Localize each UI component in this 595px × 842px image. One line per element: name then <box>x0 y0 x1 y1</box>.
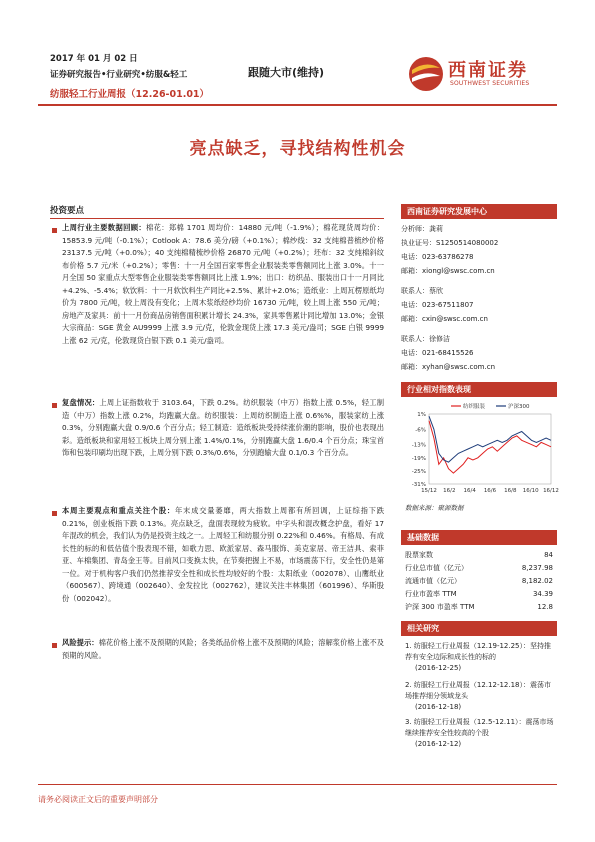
paragraph-body: 棉花：郑棉 1701 周均价：14880 元/吨（-1.9%）；棉花现货周均价：15853.9 元/吨（-0.1%）；Cotlook A：78.6 美分/磅（+0.1%）；棉纱线：32 支纯棉普梳纱价格 23137.5 元/吨（+0.0%）；40 支纯棉精梳纱价格 26870 元/吨（+0.2%）；坯布：32 支纯棉斜纹布价格 5.7 元/米（+0.2%）；零售：十一月全国百家零售企业服装类零售额同比上涨 3.0%。十一月全国 50 家重点大型零售企业服装类零售额同比上涨 1.9%；出口：纺织品、服装出口十一月同比+4.2%、-5.4%；软饮料：十一月软饮料生产同比+2.5%、累计+2.0%；造纸业：上周瓦楞原纸均价为 7800 元/吨，较上周没有变化；上周木浆纸经纱均价 16730 元/吨，较上周上涨 550 元/吨；房地产及家具：前十一月份商品房销售面积累计增长 24.3%，家具零售累计同比增加 13.0%；金银大宗商品：SGE 黄金 AU9999 上涨 3.9 元/克，伦敦金现货上涨 17.3 美元/盎司；SGE 白银 9999 上涨 62 元/克，伦敦现货白银下跌 0.1 美元/盎司。 <box>62 223 385 345</box>
stat-row <box>405 550 553 561</box>
stat-value: 84 <box>544 551 553 559</box>
bullet-icon <box>52 511 57 516</box>
related-report-date: (2016-12-12) <box>415 740 462 748</box>
x-tick-label: 16/4 <box>463 488 476 494</box>
basic-data-bar: 基础数据 <box>401 530 557 545</box>
analyst-line: 电话：023-67511807 <box>401 301 474 309</box>
x-tick-label: 16/10 <box>522 488 539 494</box>
company-logo <box>408 54 558 98</box>
stat-row <box>405 602 553 613</box>
y-tick-label: -25% <box>411 468 426 475</box>
legend-label-1: 沪深300 <box>508 404 530 410</box>
y-tick-label: 1% <box>417 412 426 418</box>
paragraph-lead: 本周主要观点和重点关注个股： <box>62 506 175 515</box>
report-series: 证券研究报告•行业研究•纺服&轻工 <box>50 70 188 80</box>
analyst-line: 执业证号：S1250514080002 <box>401 239 499 247</box>
section-divider <box>50 218 384 219</box>
y-tick-label: -13% <box>411 442 426 449</box>
analyst-block-2 <box>401 286 557 325</box>
header-divider <box>38 104 557 106</box>
page-title: 亮点缺乏，寻找结构性机会 <box>189 139 406 159</box>
logo-english: SOUTHWEST SECURITIES <box>450 80 530 87</box>
stat-label: 沪深 300 市盈率 TTM <box>405 603 475 611</box>
section-heading: 投资要点 <box>50 206 85 216</box>
stat-row <box>405 589 553 600</box>
paragraph-body: 上周上证指数收于 3103.64，下跌 0.2%。纺织服装（中万）指数上涨 0.5%，轻工制造（中万）指数上涨 0.2%，均跑赢大盘。纺织服装：上周纺织制造上涨 0.6%%，服装家纺上涨 0.3%，分别跑赢大盘 0.9/0.6 个百分点；轻工制造：造纸板块受持续涨价潮的影响，股价也表现出彩。造纸板块和家用轻工板块上周分别上涨 1.4%/0.1%，分别跑赢大盘 1.6/0.4 个百分点；珠宝首饰和包装印刷均出现下跌，上周分别下跌 0.3%/0.6%，分别跑输大盘 0.1/0.3 个百分点。 <box>62 398 384 457</box>
analyst-line: 电话：021-68415526 <box>401 349 474 357</box>
stat-label: 流通市值（亿元） <box>405 577 461 585</box>
analyst-line: 分析师：龚莉 <box>401 225 443 233</box>
related-report-title: 3. 纺服轻工行业周报（12.5-12.11）：震荡市场继续推荐安全性较高的个股 <box>405 718 554 737</box>
paragraph-body: 棉花价格上涨不及预期的风险；各类纸品价格上涨不及预期的风险；溶解浆价格上涨不及预期的风险。 <box>62 638 384 660</box>
x-tick-label: 15/12 <box>421 488 437 494</box>
bullet-icon <box>52 403 57 408</box>
related-report-item[interactable] <box>405 680 555 713</box>
analyst-block-1 <box>401 224 557 277</box>
y-tick-label: -31% <box>411 482 426 488</box>
stat-label: 行业总市值（亿元） <box>405 564 468 572</box>
x-tick-label: 16/2 <box>443 488 456 494</box>
chart-source: 数据来源：聚源数据 <box>405 504 464 512</box>
paragraph-lead: 上周行业主要数据回顾： <box>62 223 146 232</box>
relative-performance-bar: 行业相对指数表现 <box>401 382 557 397</box>
footer-disclaimer[interactable]: 请务必阅读正文后的重要声明部分 <box>38 795 158 804</box>
chart-plot-frame <box>429 414 551 484</box>
analyst-email-link[interactable]: 邮箱：xiongl@swsc.com.cn <box>401 267 495 275</box>
analyst-line: 电话：023-63786278 <box>401 253 474 261</box>
related-report-date: (2016-12-25) <box>415 664 462 672</box>
series-line-0 <box>429 421 551 474</box>
x-tick-label: 16/6 <box>483 488 497 494</box>
analyst-email-link[interactable]: 邮箱：cxin@swsc.com.cn <box>401 315 488 323</box>
paragraph-views <box>62 505 384 605</box>
stat-row <box>405 576 553 587</box>
related-report-item[interactable] <box>405 641 555 674</box>
paragraph-body: 年末成交量萎靡，两大指数上周都有所回调，上证综指下跌 0.21%，创业板指下跌 0.13%。亮点缺乏，盘面表现较为疲软。中字头和混改概念护盘，看好 17 年混改的机会，我们认为仍是投资主线之一。上周轻工和纺服分别 0.22%和 0.46%。有格局、有成长性的标的和低估值个股表现不错，如歌力思、欧派家居、森马服饰、美克家居、帝王洁具、索菲亚、车棉集团、青岛金王等。目前风口变换太快，在节奏把握上不易，市场震荡下行，安全性仍是第一位。对于机构客户我们仍然推荐安全性和成长性均较好的个股：太阳纸业（002078）、山鹰纸业（600567）、跨境通（002640）、金发拉比（002762），建议关注丰林集团（601996）、华斯股份（002042）。 <box>62 506 385 603</box>
research-center-bar: 西南证券研究发展中心 <box>401 204 557 219</box>
y-tick-label: -6% <box>415 427 426 434</box>
related-report-title: 2. 纺服轻工行业周报（12.12-12.18）：震荡市场推荐细分领域龙头 <box>405 681 552 700</box>
paragraph-data-review <box>62 222 384 347</box>
related-research-bar: 相关研究 <box>401 621 557 636</box>
report-date: 2017 年 01 月 02 日 <box>50 54 138 64</box>
stat-label: 股票家数 <box>405 551 433 559</box>
analyst-line: 联系人：蔡欣 <box>401 287 443 295</box>
rating: 跟随大市(维持) <box>248 66 325 79</box>
stat-value: 8,237.98 <box>521 564 553 572</box>
paragraph-market-review <box>62 397 384 460</box>
logo-text: 西南证券 <box>448 60 528 81</box>
analyst-line: 联系人：徐修洁 <box>401 335 450 343</box>
paragraph-lead: 复盘情况： <box>62 398 100 407</box>
bullet-icon <box>52 643 57 648</box>
stat-value: 12.8 <box>537 603 553 611</box>
report-weekly-title: 纺服轻工行业周报（12.26-01.01） <box>50 89 210 100</box>
related-report-item[interactable] <box>405 717 555 750</box>
related-report-date: (2016-12-18) <box>415 703 462 711</box>
legend-label-0: 纺织服装 <box>463 404 486 410</box>
analyst-block-3 <box>401 334 557 373</box>
paragraph-lead: 风险提示： <box>62 638 99 647</box>
analyst-email-link[interactable]: 邮箱：xyhan@swsc.com.cn <box>401 363 496 371</box>
y-tick-label: -19% <box>411 455 426 462</box>
stat-label: 行业市盈率 TTM <box>405 590 457 598</box>
stat-value: 34.39 <box>532 590 553 598</box>
logo-mark-icon <box>408 56 444 92</box>
relative-performance-chart <box>401 398 557 500</box>
paragraph-risk <box>62 637 384 662</box>
series-line-1 <box>429 416 551 462</box>
x-tick-label: 16/8 <box>504 488 517 494</box>
bullet-icon <box>52 228 57 233</box>
footer-divider <box>38 784 557 785</box>
related-report-title: 1. 纺服轻工行业周报（12.19-12.25）：坚持推荐有安全边际和成长性的标的 <box>405 642 552 661</box>
stat-value: 8,182.02 <box>521 577 553 585</box>
x-tick-label: 16/12 <box>543 488 559 494</box>
stat-row <box>405 563 553 574</box>
